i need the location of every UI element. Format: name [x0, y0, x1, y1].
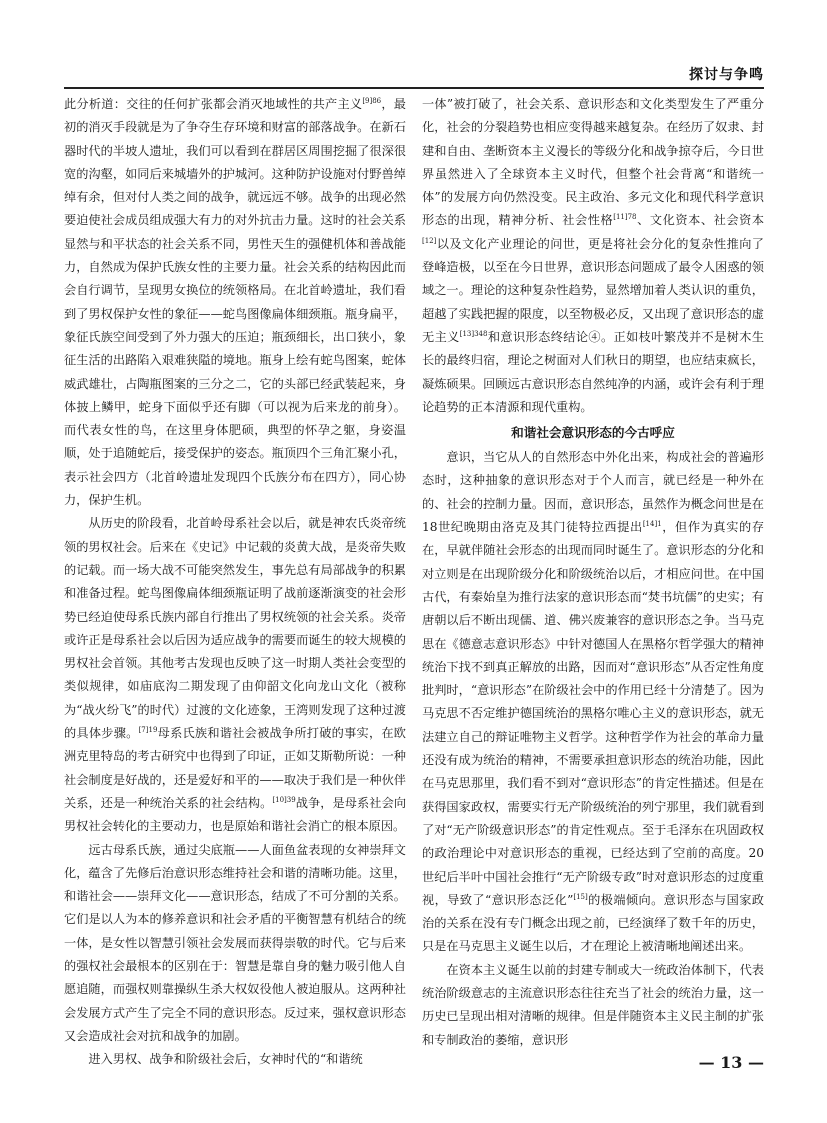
paragraph: 此分析道：交往的任何扩张都会消灭地域性的共产主义$^{[9]86}$，最初的消灭手段就是为了争夺生存环境和财富的部落战争。在新石器时代的半坡人遗址，我们可以看到在群居区周围挖掘了很深很宽的沟壑，如同后来城墙外的护城河。这种防护设施对付野兽绰绰有余，但对付人类之间的战争，就远远不够。战争的出现必然要迫使社会成员组成强大有力的对外抗击力量。这时的社会关系显然与和平状态的社会关系不同，男性天生的强健机体和善战能力，自然成为保护氏族女性的主要力量。社会关系的结构因此而会自行调节，呈现男女换位的统领格局。在北首岭遗址，我们看到了男权保护女性的象征——蛇鸟图像扁体细颈瓶。瓶身扁平，象征氏族空间受到了外力强大的压迫；瓶颈细长，出口狭小，象征生活的出路陷入艰难狭隘的境地。瓶身上绘有蛇鸟图案，蛇体威武雄壮，占陶瓶图案的三分之二，它的头部已经武装起来，身体披上鳞甲，蛇身下面似乎还有脚（可以视为后来龙的前身）。而代表女性的鸟，在这里身体肥硕，典型的怀孕之躯，身姿温顺，处于追随蛇后，接受保护的姿态。瓶顶四个三角汇聚小孔，表示社会四方（北首岭遗址发现四个氏族分布在四方），同心协力，保护生机。: [64, 97, 406, 508]
citation: [9]86: [362, 97, 382, 105]
citation: [13]348: [459, 329, 488, 338]
citation: [15]: [573, 892, 588, 901]
paragraph: 进入男权、战争和阶级社会后，女神时代的“和谐统: [88, 1052, 363, 1067]
left-column: [64, 93, 406, 1071]
citation: [12]: [422, 236, 437, 245]
paragraph: 在资本主义诞生以前的封建专制或大一统政治体制下，代表统治阶级意志的主流意识形态往往充当了社会的统治力量，这一历史已呈现出相对清晰的规律。但是伴随资本主义民主制的扩张和专制政治的萎缩，意识形: [422, 962, 764, 1047]
paragraph: 远古母系氏族，通过尖底瓶——人面鱼盆表现的女神崇拜文化，蕴含了先修后治意识形态维持社会和谐的清晰功能。这里，和谐社会——崇拜文化——意识形态，结成了不可分割的关系。它们是以人为本的修养意识和社会矛盾的平衡智慧有机结合的统一体，是女性以智慧引领社会发展而获得崇敬的时代。它与后来的强权社会最根本的区别在于：智慧是靠自身的魅力吸引他人自愿追随，而强权则靠操纵生杀大权奴役他人被迫服从。这两种社会发展方式产生了完全不同的意识形态。反过来，强权意识形态又会造成社会对抗和战争的加剧。: [64, 842, 406, 1043]
page-number: — 13 —: [698, 1053, 764, 1072]
paragraph: 意识，当它从人的自然形态中外化出来，构成社会的普遍形态时，这种抽象的意识形态对于个人而言，就已经是一种外在的、社会的控制力量。因而，意识形态，虽然作为概念问世是在18世纪晚期由洛克及其门徒特拉西提出$^{[14]1}$，但作为真实的存在，早就伴随社会形态的出现而同时诞生了。意识形态的分化和对立则是在出现阶级分化和阶级统治以后，才相应问世。在中国古代，有秦始皇为推行法家的意识形态而“焚书坑儒”的史实；有唐朝以后不断出现儒、道、佛兴废兼容的意识形态之争。当马克思在《德意志意识形态》中针对德国人在黑格尔哲学强大的精神统治下找不到真正解放的出路，因而对“意识形态”从否定性角度批判时，“意识形态”在阶级社会中的作用已经十分清楚了。因为马克思不否定维护德国统治的黑格尔唯心主义的意识形态，就无法建立自己的辩证唯物主义哲学。这种哲学作为社会的革命力量还没有成为统治的精神，不需要承担意识形态的统治功能，因此在马克思那里，我们看不到对“意识形态”的肯定性描述。但是在获得国家政权，需要实行无产阶级统治的列宁那里，我们就看到了对“无产阶级意识形态”的肯定性观点。至于毛泽东在巩固政权的政治理论中对意识形态的重视，已经达到了空前的高度。20世纪后半叶中国社会推行“无产阶级专政”时对意识形态的过度重视，导致了“意识形态泛化”[15]的极端倾向。意识形态与国家政治的关系在没有专门概念出现之前，已经演绎了数千年的历史，只是在马克思主义诞生以后，才在理论上被清晰地阐述出来。: [422, 450, 765, 954]
citation: [14]1: [642, 520, 662, 529]
paragraph: 一体”被打破了，社会关系、意识形态和文化类型发生了严重分化，社会的分裂趋势也相应变得越来越复杂。在经历了奴隶、封建和自由、垄断资本主义漫长的等级分化和战争掠夺后，今日世界虽然进入了全球资本主义时代，但整个社会背离“和谐统一体”的发展方向仍然没变。民主政治、多元文化和现代科学意识形态的出现，精神分析、社会性格$^{[11]78}$、文化资本、社会资本[12]以及文化产业理论的问世，更是将社会分化的复杂性推向了登峰造极，以至在今日世界，意识形态问题成了最令人困惑的领域之一。理论的这种复杂性趋势，显然增加着人类认识的重负，超越了实践把握的限度，以至物极必反，又出现了意识形态的虚无主义$^{[13]348}$和意识形态终结论④。正如枝叶繁茂并不是树木生长的最终归宿，理论之树面对人们秋日的期望，也应结束疯长，凝炼硕果。回顾远古意识形态自然纯净的内涵，或许会有利于理论趋势的正本清源和现代重构。: [422, 97, 765, 414]
header-rule: [64, 87, 764, 89]
citation: [11]78: [613, 213, 637, 222]
section-tag: 探讨与争鸣: [689, 67, 764, 83]
citation: [10]39: [272, 795, 296, 804]
citation: [7]19: [138, 726, 158, 735]
right-column: [422, 93, 764, 1052]
paragraph: 从历史的阶段看，北首岭母系社会以后，就是神农氏炎帝统领的男权社会。后来在《史记》中记载的炎黄大战，是炎帝失败的记载。而一场大战不可能突然发生，事先总有局部战争的积累和准备过程。蛇鸟图像扁体细颈瓶证明了战前逐渐演变的社会形势已经迫使母系氏族内部自行推出了男权统领的社会关系。炎帝或许正是母系社会以后因为适应战争的需要而诞生的较大规模的男权社会首领。其他考古发现也反映了这一时期人类社会变型的类似规律，如庙底沟二期发现了由仰韶文化向龙山文化（被称为“战火纷飞”的时代）过渡的文化迹象，王湾则发现了这种过渡的具体步骤。$^{[7]19}$母系氏族和谐社会被战争所打破的事实，在欧洲克里特岛的考古研究中也得到了印证，正如艾斯勒所说：一种社会制度是好战的，还是爱好和平的——取决于我们是一种伙伴关系，还是一种统治关系的社会结构。$^{[10]39}$战争，是母系社会向男权社会转化的主要动力，也是原始和谐社会消亡的根本原因。: [64, 516, 407, 834]
section-heading: 和谐社会意识形态的今古呼应: [511, 425, 675, 441]
